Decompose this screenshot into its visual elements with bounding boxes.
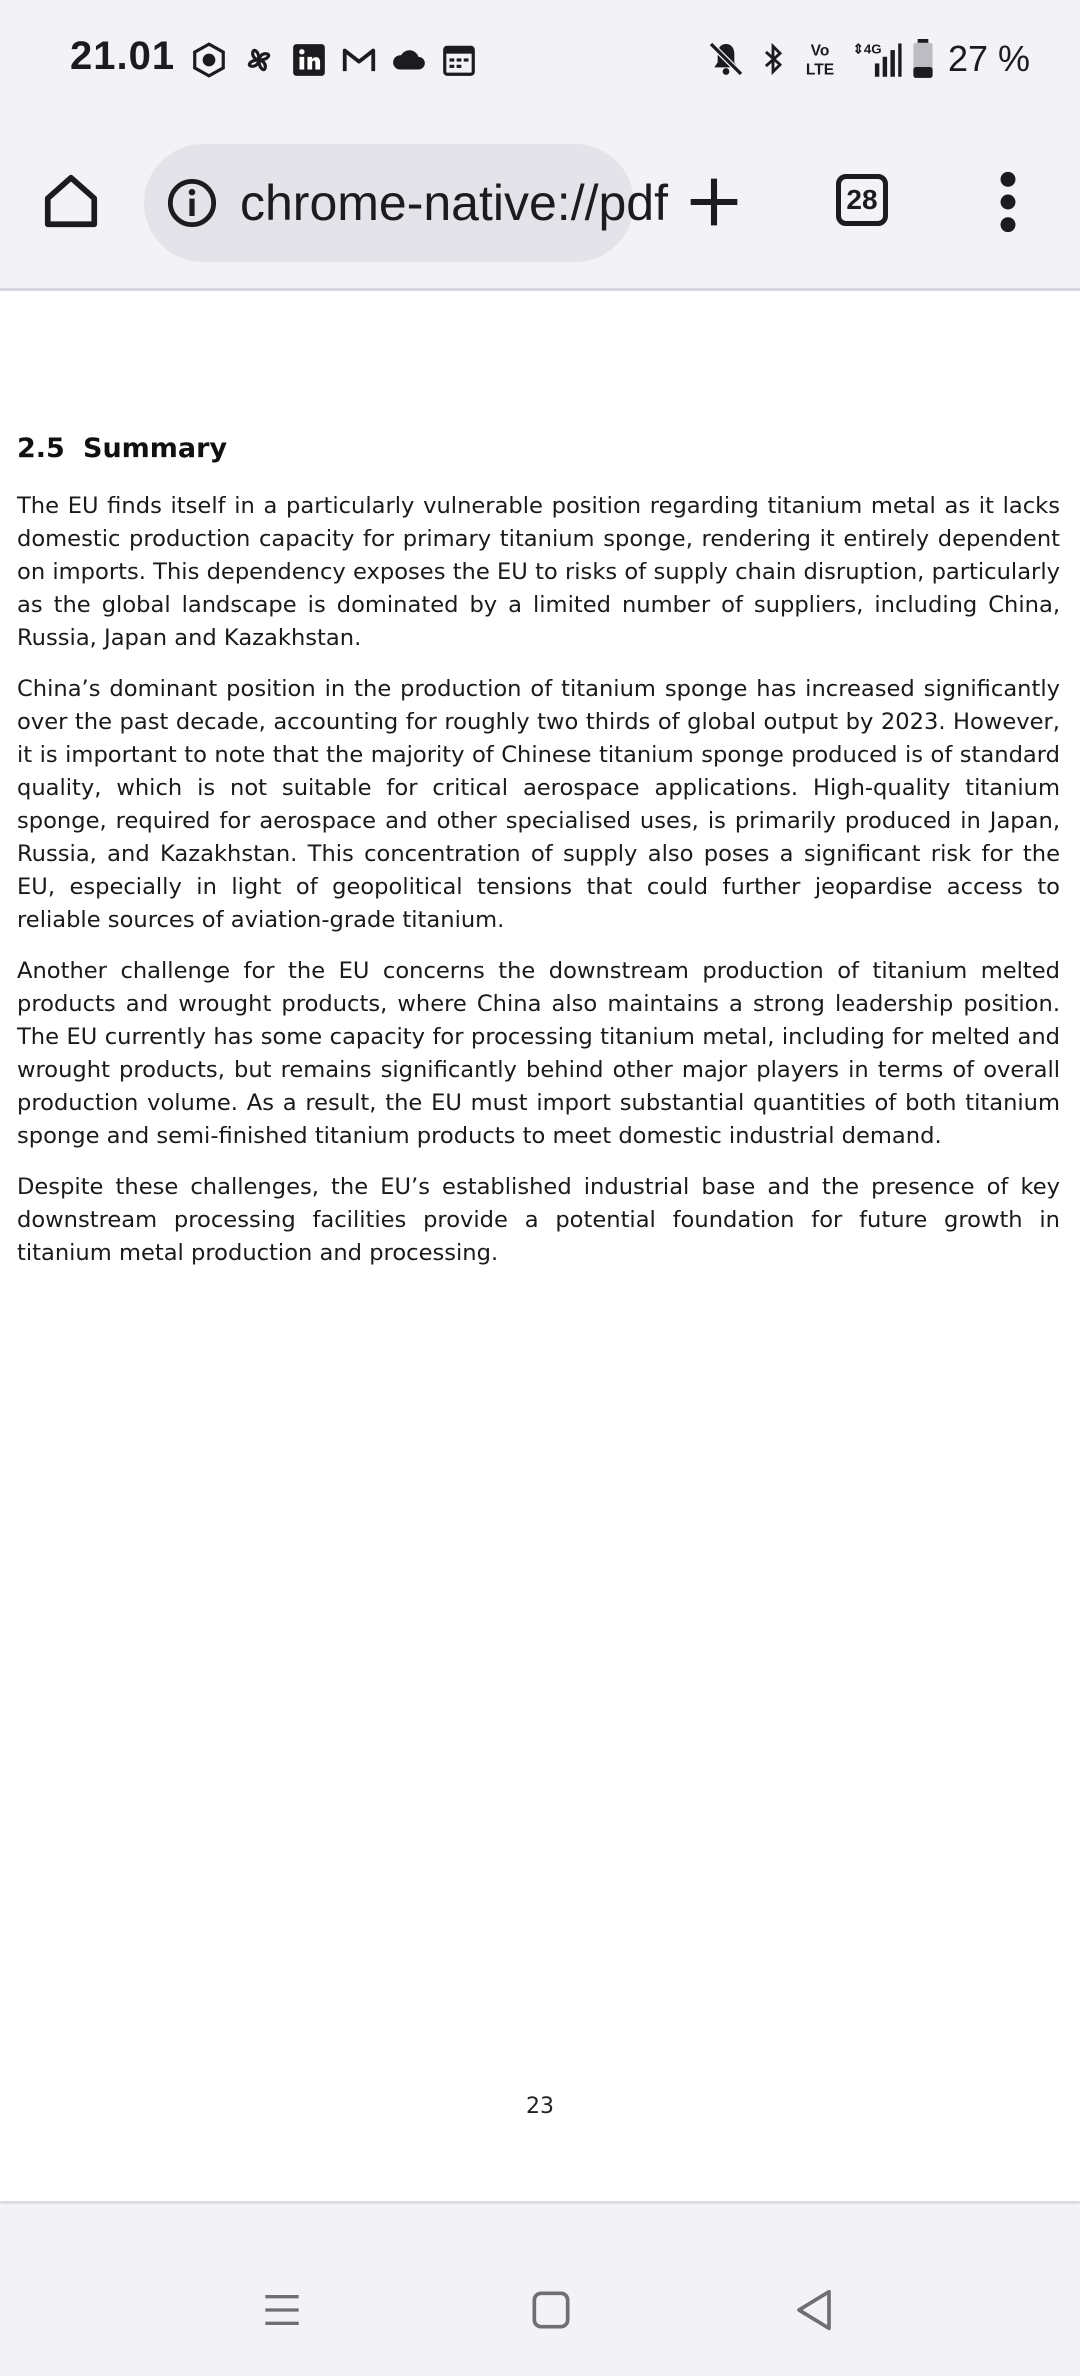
more-menu-icon[interactable] (990, 170, 1026, 234)
status-bar (0, 0, 1080, 118)
crypto-app-icon (190, 41, 228, 79)
svg-text:LTE: LTE (805, 61, 835, 79)
recents-icon[interactable] (262, 2290, 302, 2330)
paragraph: China’s dominant position in the production of titanium sponge has increased significantly over the past decade, accounting for roughly two thirds of global output by 2023. However, it is important to note that the majority of Chinese titanium sponge produced is of standard quality, which is not suitable for critical aerospace applications. High-quality titanium sponge, required for aerospace and other specialised uses, is primarily produced in Japan, Russia, and Kazakhstan. This concentration of supply also poses a significant risk for the EU, especially in light of geopolitical tensions that could further jeopardise access to reliable sources of aviation-grade titanium. (17, 676, 1060, 933)
notification-icons (190, 40, 478, 80)
svg-text:Vo: Vo (810, 42, 830, 60)
address-bar[interactable] (144, 144, 668, 262)
paragraph: Another challenge for the EU concerns the downstream production of titanium melted products and wrought products, where China also maintains a strong leadership position. The EU currently has some capacity for processing titanium metal, including for melted and wrought products, but remains significantly behind other major players in terms of overall production volume. As a result, the EU must import substantial quantities of both titanium sponge and semi-finished titanium products to meet domestic industrial demand. (17, 958, 1060, 1149)
battery-percent: 27 % (947, 38, 1030, 79)
browser-toolbar (0, 118, 1080, 291)
mute-bell-icon (706, 39, 746, 79)
gmail-icon (340, 41, 378, 79)
section-title: Summary (83, 433, 228, 464)
paragraph: Despite these challenges, the EU’s established industrial base and the presence of key downstream processing facilities provide a potential foundation for future growth in titanium metal production and processing. (17, 1174, 1060, 1266)
battery-icon (912, 39, 934, 79)
calendar-icon (440, 41, 478, 79)
svg-text:⇕4G: ⇕4G (852, 41, 882, 57)
system-icons (706, 36, 1030, 82)
info-icon[interactable] (166, 177, 218, 229)
navigation-bar (0, 2204, 1080, 2376)
url-text[interactable]: chrome-native://pdf (240, 175, 668, 231)
new-tab-icon[interactable] (686, 174, 742, 230)
section-body (17, 490, 1060, 1288)
bluetooth-icon (756, 39, 790, 79)
tab-count: 28 (846, 184, 878, 215)
pdf-page[interactable] (0, 291, 1080, 2201)
signal-icon (850, 39, 902, 79)
cloud-icon (390, 41, 428, 79)
status-time: 21.01 (70, 34, 176, 78)
page-number: 23 (526, 2094, 554, 2119)
paragraph: The EU finds itself in a particularly vulnerable position regarding titanium metal as it lacks domestic production capacity for primary titanium sponge, rendering it entirely dependent on imports. This dependency exposes the EU to risks of supply chain disruption, particularly as the global landscape is dominated by a limited number of suppliers, including China, Russia, Japan and Kazakhstan. (17, 493, 1060, 651)
home-nav-icon[interactable] (531, 2290, 571, 2330)
linkedin-icon (290, 41, 328, 79)
pinwheel-app-icon (240, 41, 278, 79)
volte-icon (800, 39, 840, 79)
back-icon[interactable] (794, 2288, 834, 2332)
section-heading (17, 433, 227, 464)
home-icon[interactable] (40, 170, 102, 232)
section-number: 2.5 (17, 433, 65, 464)
tab-switcher-button[interactable] (836, 174, 888, 226)
